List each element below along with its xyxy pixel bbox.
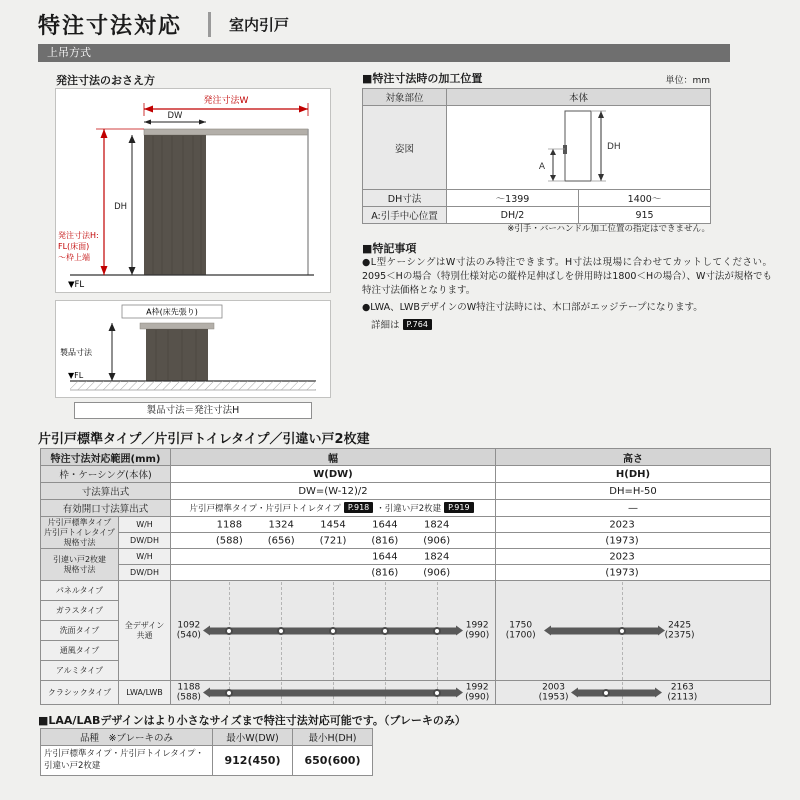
range-value: (540) [176, 630, 201, 641]
std1-w-values [171, 517, 496, 533]
machining-heading: ■特注寸法時の加工位置 [362, 72, 483, 85]
range-bar [578, 689, 655, 696]
dh-dimension [592, 111, 621, 181]
min-size-heading: ■LAA/LABデザインはより小さなサイズまで特注寸法対応可能です。（ブレーキのみ） [38, 714, 466, 727]
std1-wh-label: W/H [119, 517, 171, 533]
machining-col-part: 対象部位 [363, 89, 447, 106]
door-panel-section [146, 329, 208, 381]
a-value-1: DH/2 [447, 207, 579, 224]
page-ref-badge: P.764 [403, 319, 432, 330]
note-detail-line [371, 317, 435, 331]
range-value: 1092 [177, 620, 201, 631]
value-cell: (816) [371, 567, 399, 578]
range-value: 1992 [465, 620, 489, 631]
type-row-label: アルミタイプ [41, 661, 119, 681]
std2-label-line1: 引違い戸2枚建 [52, 554, 107, 564]
size-dot [433, 627, 441, 635]
spec-corner: 特注寸法対応範囲(mm) [41, 449, 171, 466]
std2-dh-value [496, 565, 771, 581]
std2-label-line2: 規格寸法 [63, 564, 96, 574]
machining-note: ※引手・バーハンドル加工位置の指定はできません。 [507, 224, 710, 234]
range-min-label [177, 682, 201, 703]
product-diagram-box [55, 300, 331, 398]
product-dim-caption: 製品寸法＝発注寸法H [74, 402, 312, 419]
range-value: (588) [176, 692, 201, 703]
range-value: 1188 [177, 682, 201, 693]
std2-row-label [41, 549, 119, 581]
range-max-label [665, 620, 695, 641]
figure-cell [447, 106, 711, 190]
min-size-table [40, 728, 373, 776]
dh-label: DH [114, 202, 127, 212]
height-range-bar [496, 582, 770, 680]
min-row-label: 片引戸標準タイプ・片引戸トイレタイプ・引違い戸2枚建 [41, 746, 213, 776]
std2-wh-label: W/H [119, 549, 171, 565]
height-dimension-arrow [58, 129, 144, 275]
dw-label: DW [167, 111, 183, 121]
value-cell: 2023 [609, 519, 635, 530]
range-max-label [465, 620, 489, 641]
section-title: 片引戸標準タイプ／片引戸トイレタイプ／引違い戸2枚建 [38, 432, 370, 447]
min-col-w: 最小W(DW) [213, 729, 293, 746]
formula-h-cell: DH=H-50 [496, 483, 771, 500]
machining-heading-row [362, 70, 710, 86]
height-range-cell [496, 581, 771, 681]
title-divider [208, 12, 211, 37]
opening-text-2: ・引違い戸2枚建 [376, 504, 442, 514]
size-dot [225, 689, 233, 697]
notes-heading: ■特記事項 [362, 242, 417, 255]
range-min-label [506, 620, 536, 641]
all-designs-label: 全デザイン共通 [119, 581, 171, 681]
order-diagram-box [55, 88, 331, 293]
opening-row-label: 有効開口寸法算出式 [41, 500, 171, 517]
min-h-value: 650(600) [293, 746, 373, 776]
fig-dh-label: DH [606, 142, 621, 152]
opening-h-cell: — [496, 500, 771, 517]
value-cell: 2023 [609, 551, 635, 562]
type-row-label: 通風タイプ [41, 641, 119, 661]
range-bar [210, 689, 456, 696]
value-cell: 1824 [423, 551, 450, 562]
machining-col-body: 本体 [447, 89, 711, 106]
range-min-label [539, 682, 569, 703]
size-dot [602, 689, 610, 697]
order-w-label: 発注寸法W [203, 96, 249, 106]
value-cell: 1324 [268, 519, 294, 530]
page-title: 特注寸法対応 [38, 14, 183, 39]
value-cell: (906) [423, 567, 451, 578]
type-row-label: パネルタイプ [41, 581, 119, 601]
a-row-label: A:引手中心位置 [363, 207, 447, 224]
fl-label: ▼FL [68, 371, 84, 380]
figure-row-label: 姿図 [363, 106, 447, 190]
method-band: 上吊方式 [38, 44, 730, 62]
classic-height-range-cell [496, 681, 771, 705]
pull-handle [563, 145, 567, 154]
range-max-label [465, 682, 489, 703]
value-cell: 1454 [320, 519, 346, 530]
std1-dwdh-label: DW/DH [119, 533, 171, 549]
type-row-label: 洗面タイプ [41, 621, 119, 641]
std1-dh-value [496, 533, 771, 549]
range-value: 1992 [465, 682, 489, 693]
value-cell: (656) [267, 535, 295, 546]
classic-width-range-bar [171, 682, 495, 704]
std1-label-line1: 片引戸標準タイプ [47, 517, 112, 527]
range-value: (990) [465, 692, 490, 703]
range-value: (2375) [664, 630, 695, 641]
classic-sub-label: LWA/LWB [119, 681, 171, 705]
std1-dw-values [171, 533, 496, 549]
std1-row-label [41, 517, 119, 549]
product-dim-label: 製品寸法 [60, 348, 92, 357]
value-cell: 1188 [216, 519, 243, 530]
formula-row-label: 寸法算出式 [41, 483, 171, 500]
classic-row-label: クラシックタイプ [41, 681, 119, 705]
a-value-2: 915 [579, 207, 711, 224]
note-bullet-2: ●LWA、LWBデザインのW特注寸法時には、木口部がエッジテープになります。 [362, 302, 703, 313]
dh-row-label: DH寸法 [363, 190, 447, 207]
dh-value-1: ～1399 [447, 190, 579, 207]
machining-figure [489, 107, 669, 185]
height-header: 高さ [496, 449, 771, 466]
range-value: (2113) [667, 692, 698, 703]
page-header [38, 9, 289, 40]
range-value: (1700) [505, 630, 536, 641]
value-cell: (816) [371, 535, 399, 546]
range-min-label [177, 620, 201, 641]
range-value: 1750 [509, 620, 533, 631]
range-value: 2163 [670, 682, 694, 693]
unit-label: 単位：mm [665, 76, 710, 86]
value-cell: 1644 [372, 551, 398, 562]
size-dot [277, 627, 285, 635]
door-outline [565, 111, 591, 181]
fig-a-label: A [538, 162, 545, 172]
range-value: (990) [465, 630, 490, 641]
min-col-h: 最小H(DH) [293, 729, 373, 746]
value-cell: (588) [215, 535, 243, 546]
size-dot [433, 689, 441, 697]
width-header: 幅 [171, 449, 496, 466]
w-dw-cell: W(DW) [171, 466, 496, 483]
value-cell: (1973) [605, 567, 639, 578]
std1-label-line3: 規格寸法 [63, 537, 96, 547]
fl-label: ▼FL [68, 280, 85, 290]
floor-hatch [70, 381, 316, 390]
dw-dimension-arrow [144, 111, 206, 125]
range-value: (1953) [538, 692, 569, 703]
range-value: 2425 [668, 620, 692, 631]
order-diagram [56, 89, 330, 292]
std1-h-value [496, 517, 771, 533]
machining-table [362, 88, 711, 224]
range-bar [551, 627, 658, 634]
dh-dimension-arrow [114, 135, 135, 275]
product-diagram [56, 301, 330, 397]
a-dimension [538, 149, 564, 181]
std2-dw-values [171, 565, 496, 581]
width-range-bar [171, 582, 495, 680]
page-ref-badge: P.919 [444, 502, 473, 513]
spec-table [40, 448, 771, 705]
detail-text: 詳細は [371, 320, 400, 331]
page-subtitle: 室内引戸 [229, 16, 290, 34]
value-cell: 1644 [372, 519, 398, 530]
value-cell: 1824 [423, 519, 450, 530]
min-col-kind: 品種 ※ブレーキのみ [41, 729, 213, 746]
dh-value-2: 1400～ [579, 190, 711, 207]
type-row-label: ガラスタイプ [41, 601, 119, 621]
opening-text-1: 片引戸標準タイプ・片引戸トイレタイプ [189, 504, 341, 514]
std2-w-values [171, 549, 496, 565]
size-dot [225, 627, 233, 635]
range-max-label [667, 682, 697, 703]
door-structure [70, 129, 314, 275]
std1-label-line2: 片引戸トイレタイプ [44, 527, 115, 537]
width-range-cell [171, 581, 496, 681]
formula-w-cell: DW=(W-12)/2 [171, 483, 496, 500]
note-bullet-1: ●L型ケーシングはW寸法のみ特注できます。H寸法は現場に合わせてカットしてください。2095＜Hの場合（特別仕様対応の縦枠足伸ばしを併用時は1800＜Hの場合）、W寸法が規格でも特注寸法価格となります。 [362, 257, 772, 297]
size-dot [381, 627, 389, 635]
order-h-label-1: 発注寸法H: [58, 231, 99, 240]
h-dh-cell: H(DH) [496, 466, 771, 483]
opening-w-cell [171, 500, 496, 517]
size-dot [329, 627, 337, 635]
range-value: 2003 [542, 682, 565, 693]
order-h-label-2: FL(床面) [58, 242, 90, 251]
page-ref-badge: P.918 [344, 502, 373, 513]
value-cell: (721) [319, 535, 347, 546]
classic-height-range-bar [496, 682, 770, 704]
min-w-value: 912(450) [213, 746, 293, 776]
classic-width-range-cell [171, 681, 496, 705]
size-dot [618, 627, 626, 635]
value-cell: (1973) [605, 535, 639, 546]
a-frame-label: A枠(床先張り) [146, 307, 198, 317]
order-diagram-heading: 発注寸法のおさえ方 [56, 74, 155, 87]
std2-h-value [496, 549, 771, 565]
value-cell: (906) [423, 535, 451, 546]
frame-row-label: 枠・ケーシング(本体) [41, 466, 171, 483]
order-h-label-3: ～枠上端 [58, 253, 90, 262]
std2-dwdh-label: DW/DH [119, 565, 171, 581]
